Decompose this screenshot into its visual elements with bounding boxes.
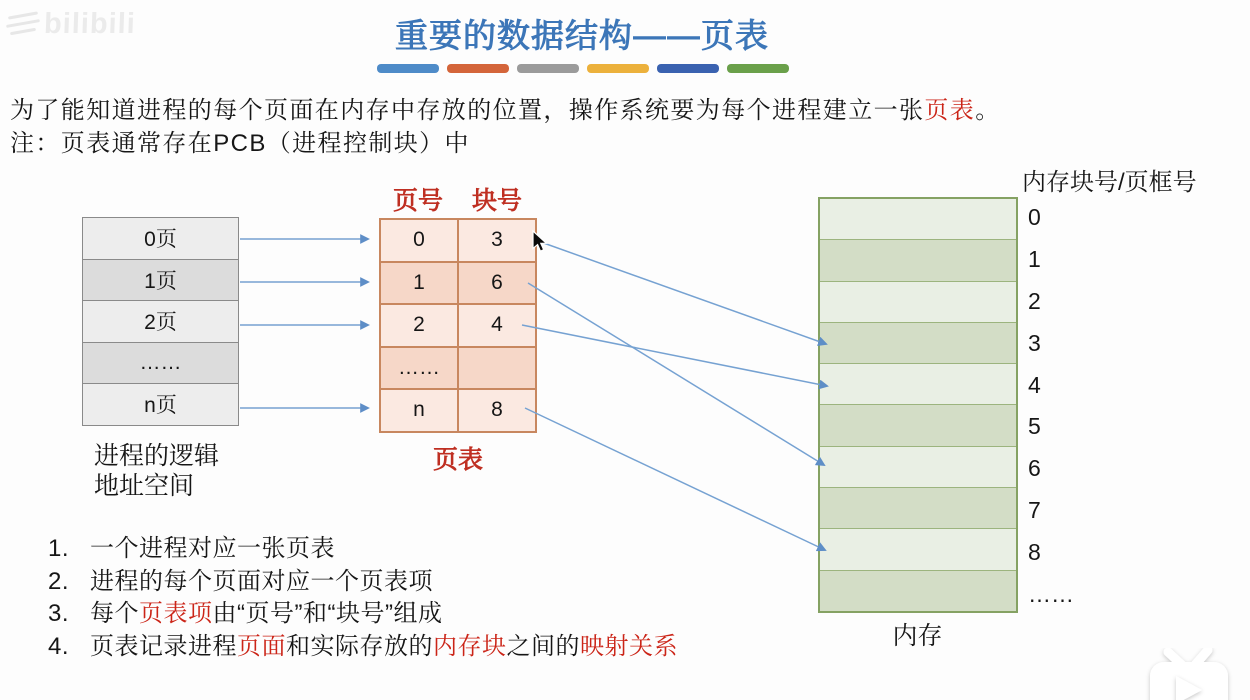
page-title: 重要的数据结构——页表 <box>395 17 769 54</box>
page-number-cell: 1 <box>381 263 459 304</box>
logical-page-row: 2页 <box>83 301 238 343</box>
intro-text <box>10 94 1001 160</box>
logical-page-row: 0页 <box>83 218 238 260</box>
bilibili-sparkle-icon <box>4 2 44 46</box>
underline-bar <box>377 64 439 73</box>
arrow-entryn-to-block8 <box>525 408 825 550</box>
page-number-cell: 2 <box>381 305 459 346</box>
highlighted-text: 页面 <box>237 632 286 660</box>
underline-bar <box>727 64 789 73</box>
underline-bar <box>587 64 649 73</box>
arrow-entry0-to-block3 <box>538 241 826 344</box>
bilibili-watermark-text: bilibili <box>43 7 137 40</box>
page-table-row <box>381 390 535 431</box>
underline-bar <box>517 64 579 73</box>
memory-row <box>820 240 1016 281</box>
note-number: 1. <box>48 535 70 562</box>
text-segment: 。 <box>975 97 1001 124</box>
memory-row-label: 6 <box>1028 455 1041 482</box>
highlighted-text: 内存块 <box>433 632 507 660</box>
note-number: 3. <box>48 600 70 627</box>
memory-row <box>820 571 1016 611</box>
memory-row <box>820 282 1016 323</box>
text-segment: 为了能知道进程的每个页面在内存中存放的位置，操作系统要为每个进程建立一张 <box>10 97 925 124</box>
arrow-entry1-to-block6 <box>528 283 824 465</box>
memory-row-label: 4 <box>1028 371 1041 398</box>
text-segment: 页表记录进程 <box>90 632 237 660</box>
memory-row <box>820 488 1016 529</box>
memory-row-label: 1 <box>1028 246 1041 273</box>
caption-line: 进程的逻辑 <box>94 442 220 470</box>
underline-bar <box>657 64 719 73</box>
note-text <box>90 631 678 664</box>
logical-page-row: …… <box>83 343 238 385</box>
note-item <box>48 566 678 599</box>
caption-line: 地址空间 <box>94 472 195 500</box>
memory-table <box>818 197 1018 613</box>
memory-row-label: 2 <box>1028 287 1041 314</box>
page-table-caption: 页表 <box>432 446 483 474</box>
memory-row-label: 0 <box>1028 204 1041 231</box>
logical-address-space-table <box>82 217 239 426</box>
block-number-cell: 8 <box>491 398 503 422</box>
note-item <box>48 533 678 566</box>
memory-row <box>820 405 1016 446</box>
intro-line-2 <box>10 127 1001 160</box>
note-number: 2. <box>48 567 70 595</box>
memory-row-label: 3 <box>1028 329 1041 356</box>
memory-row-label: …… <box>1028 580 1074 607</box>
logical-address-space-caption <box>94 441 219 501</box>
note-item <box>48 631 678 664</box>
page-table-row <box>381 220 535 263</box>
bilibili-watermark <box>4 2 136 46</box>
memory-row <box>820 364 1016 405</box>
page-number-cell: …… <box>381 348 459 389</box>
text-segment: 一个进程对应一张页表 <box>90 535 335 562</box>
text-segment: 由“页号”和“块号”组成 <box>212 600 443 627</box>
logical-page-row: n页 <box>83 384 238 425</box>
page-table-row <box>381 348 535 391</box>
note-text <box>90 598 442 631</box>
logical-page-row: 1页 <box>83 260 238 302</box>
memory-caption: 内存 <box>892 622 943 650</box>
page-table-row <box>381 263 535 306</box>
note-item <box>48 598 678 631</box>
notes-list <box>48 533 678 663</box>
memory-row-labels <box>1028 197 1074 615</box>
highlighted-text: 映射关系 <box>580 632 678 660</box>
memory-row <box>820 199 1016 240</box>
memory-row <box>820 323 1016 364</box>
bilibili-tv-logo <box>1142 648 1242 700</box>
memory-row-label: 5 <box>1028 413 1041 440</box>
page-number-cell: 0 <box>381 220 459 261</box>
block-number-cell: 3 <box>491 228 503 252</box>
title-underline-bars <box>377 64 789 73</box>
arrow-entry2-to-block4 <box>522 325 827 386</box>
memory-row <box>820 447 1016 488</box>
text-segment: 每个 <box>90 600 139 627</box>
page-number-header: 页号 <box>392 187 443 215</box>
note-text <box>90 566 433 599</box>
block-number-cell <box>459 348 535 389</box>
memory-row <box>820 529 1016 570</box>
page-number-cell: n <box>381 390 459 431</box>
intro-line-1 <box>10 94 1001 127</box>
memory-row-label: 8 <box>1028 538 1041 565</box>
block-number-header: 块号 <box>471 187 522 215</box>
block-number-cell: 4 <box>491 313 503 337</box>
note-number: 4. <box>48 632 70 660</box>
text-segment: 之间的 <box>506 632 580 660</box>
page-table-row <box>381 305 535 348</box>
underline-bar <box>447 64 509 73</box>
text-segment: 进程的每个页面对应一个页表项 <box>90 567 433 595</box>
page-table <box>379 218 537 433</box>
text-segment: 和实际存放的 <box>286 632 433 660</box>
memory-block-number-header: 内存块号/页框号 <box>1022 169 1197 196</box>
highlighted-text: 页表 <box>924 97 976 124</box>
highlighted-text: 页表项 <box>139 600 213 627</box>
memory-row-label: 7 <box>1028 496 1041 523</box>
note-text <box>90 533 335 566</box>
block-number-cell: 6 <box>491 270 503 294</box>
text-segment: 注：页表通常存在PCB（进程控制块）中 <box>10 130 470 157</box>
